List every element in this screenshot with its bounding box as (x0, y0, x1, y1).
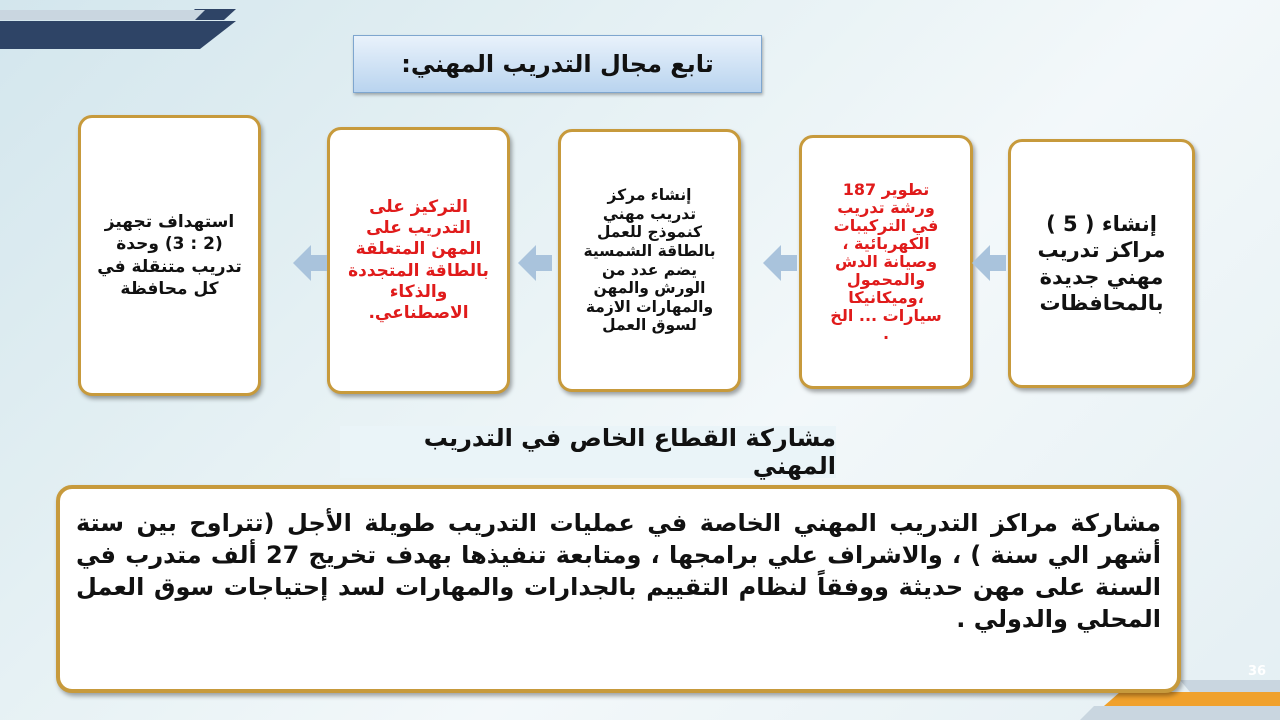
card-develop-workshops (799, 135, 973, 389)
card-solar-training-center (558, 129, 741, 392)
section-body-text: مشاركة مراكز التدريب المهني الخاصة في عمليات التدريب طويلة الأجل (تتراوح بين ستة أشهر الي سنة ) ، والاشراف علي برامجها ، ومتابعة تنفيذها بهدف تخريج 27 ألف متدرب في السنة على مهن حديثة ووفقاً لنظام التقييم بالجدارات والمهارات لسد إحتياجات سوق العمل المحلي والدولي . (76, 509, 1161, 634)
top-left-banner-decoration (0, 0, 260, 56)
page-number: 36 (1247, 664, 1267, 679)
card-text: تطوير 187 ورشة تدريب في التركيبات الكهربائية ، وصيانة الدش والمحمول ،وميكانيكا سيارات ... الخ . (830, 180, 942, 343)
card-text: استهداف تجهيز (2 : 3) وحدة تدريب متنقلة في كل محافظة (97, 212, 242, 299)
section-heading: مشاركة القطاع الخاص في التدريب المهني (340, 426, 836, 478)
card-text: إنشاء ( 5 ) مراكز تدريب مهني جديدة بالمحافظات (1037, 212, 1166, 315)
flow-arrow-left-icon (972, 243, 1006, 283)
card-new-training-centers (1008, 139, 1195, 388)
section-body-box (56, 485, 1181, 693)
card-mobile-training-units (78, 115, 261, 396)
flow-arrow-left-icon (518, 243, 552, 283)
card-text: إنشاء مركز تدريب مهني كنموذج للعمل بالطاقة الشمسية يضم عدد من الورش والمهن والمهارات الازمة لسوق العمل (583, 186, 716, 335)
flow-arrow-left-icon (293, 243, 327, 283)
flow-arrow-left-icon (763, 243, 797, 283)
card-text: التركيز على التدريب على المهن المتعلقة بالطاقة المتجددة والذكاء الاصطناعي. (348, 196, 489, 323)
slide-title: تابع مجال التدريب المهني: (353, 35, 762, 93)
card-renewable-energy-focus (327, 127, 510, 394)
